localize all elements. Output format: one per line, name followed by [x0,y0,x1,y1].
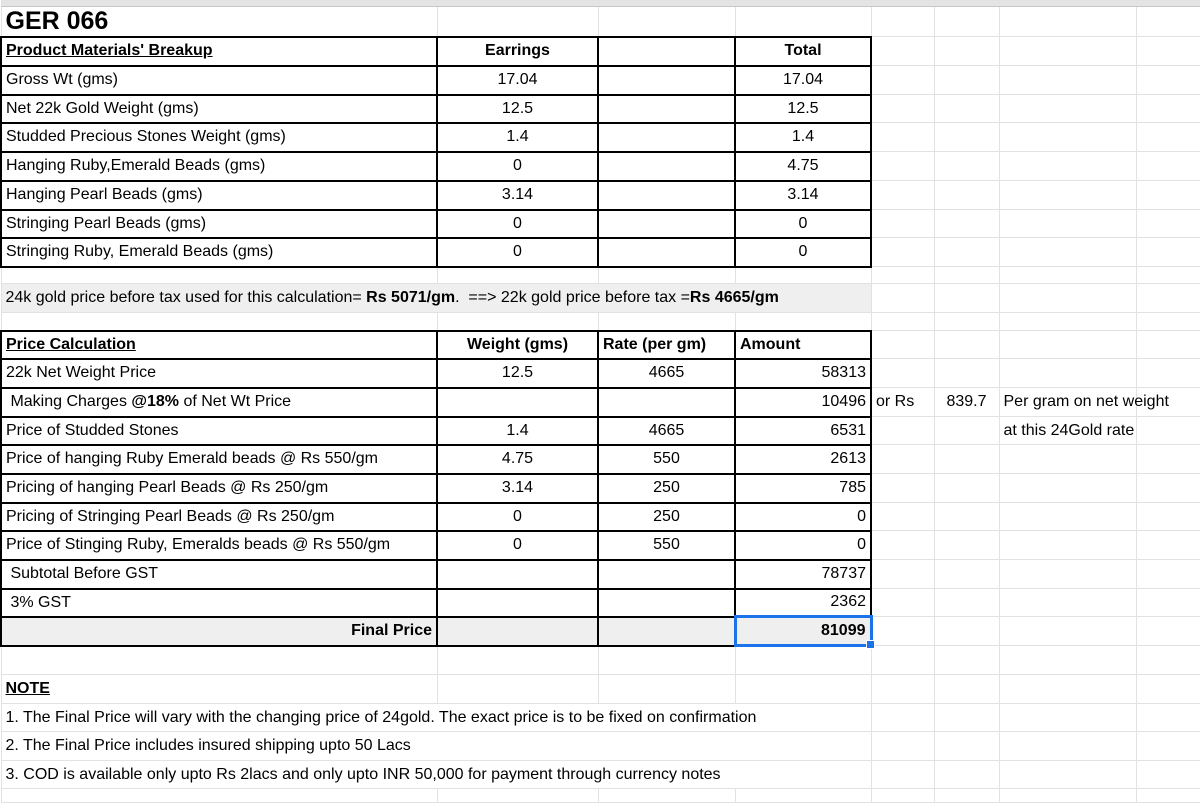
price-row-rate[interactable]: 550 [598,531,735,560]
empty-cell[interactable] [999,123,1136,152]
empty-cell[interactable] [871,210,934,238]
note-row [1,732,1200,761]
empty-cell[interactable] [999,95,1136,123]
empty-cell[interactable] [871,238,934,267]
materials-total-value[interactable]: 12.5 [735,95,871,123]
materials-row-label[interactable]: Net 22k Gold Weight (gms) [1,95,437,123]
empty-cell[interactable] [999,531,1136,560]
price-row-amount[interactable]: 0 [735,503,871,531]
price-row-amount[interactable]: 785 [735,474,871,503]
materials-total-value[interactable]: 4.75 [735,152,871,181]
subtotal-amount[interactable]: 78737 [735,560,871,589]
empty-cell[interactable] [934,617,999,646]
empty-cell[interactable] [934,789,999,803]
materials-row [1,238,1200,267]
final-price-spacer[interactable] [437,617,598,646]
empty-cell[interactable] [934,181,999,210]
price-row-weight[interactable]: 0 [437,503,598,531]
empty-cell[interactable] [871,503,934,531]
materials-row [1,95,1200,123]
materials-header-total[interactable]: Total [735,37,871,66]
empty-cell[interactable] [934,503,999,531]
empty-cell[interactable] [1136,95,1200,123]
price-row [1,359,1200,388]
empty-cell[interactable] [871,284,934,313]
empty-cell[interactable] [1136,617,1200,646]
materials-earrings-value[interactable]: 0 [437,238,598,267]
empty-cell[interactable] [1136,238,1200,267]
empty-cell[interactable] [934,704,999,732]
materials-row-label[interactable]: Stringing Pearl Beads (gms) [1,210,437,238]
materials-total-value[interactable]: 3.14 [735,181,871,210]
empty-cell[interactable] [735,313,871,331]
materials-earrings-value[interactable]: 0 [437,152,598,181]
empty-cell[interactable] [1136,560,1200,589]
empty-cell[interactable] [1136,417,1200,445]
materials-total-value[interactable]: 17.04 [735,66,871,95]
empty-cell[interactable] [934,123,999,152]
empty-cell[interactable] [1136,331,1200,359]
empty-cell[interactable] [999,313,1136,331]
empty-cell[interactable] [871,95,934,123]
empty-cell[interactable] [871,313,934,331]
empty-cell[interactable] [999,37,1136,66]
empty-cell[interactable] [735,7,871,37]
empty-cell[interactable] [999,238,1136,267]
empty-cell[interactable] [871,37,934,66]
materials-header-spacer[interactable] [598,37,735,66]
materials-total-value[interactable]: 0 [735,210,871,238]
empty-cell[interactable] [934,7,999,37]
price-row-weight[interactable]: 3.14 [437,474,598,503]
price-row-rate[interactable]: 4665 [598,417,735,445]
materials-row-label[interactable]: Studded Precious Stones Weight (gms) [1,123,437,152]
materials-spacer-cell[interactable] [598,66,735,95]
empty-cell[interactable] [598,675,735,704]
empty-cell[interactable] [437,267,598,284]
empty-cell[interactable] [999,267,1136,284]
empty-cell[interactable] [1136,152,1200,181]
materials-row [1,66,1200,95]
empty-cell[interactable] [735,646,871,675]
empty-cell[interactable] [999,732,1136,761]
making-charges-text: Making Charges [6,393,132,411]
price-header-weight[interactable]: Weight (gms) [437,331,598,359]
empty-cell[interactable] [999,503,1136,531]
price-header-rate[interactable]: Rate (per gm) [598,331,735,359]
empty-cell[interactable] [934,359,999,388]
price-row-label[interactable]: Price of hanging Ruby Emerald beads @ Rs 550/gm [1,445,437,474]
empty-cell[interactable] [871,474,934,503]
empty-cell[interactable] [999,181,1136,210]
final-price-label[interactable]: Final Price [1,617,437,646]
or-rs-label[interactable]: or Rs [871,388,934,417]
empty-cell[interactable] [1136,503,1200,531]
price-row [1,445,1200,474]
empty-cell[interactable] [1136,704,1200,732]
empty-cell[interactable] [871,560,934,589]
per-gram-note-line1[interactable]: Per gram on net weight [999,388,1136,417]
price-row-amount[interactable]: 10496 [735,388,871,417]
price-row [1,503,1200,531]
price-row-label[interactable]: Pricing of hanging Pearl Beads @ Rs 250/gm [1,474,437,503]
empty-cell[interactable] [999,675,1136,704]
final-price-row [1,617,1200,646]
price-row-label[interactable]: Pricing of Stringing Pearl Beads @ Rs 250/gm [1,503,437,531]
empty-cell[interactable] [1136,210,1200,238]
empty-cell[interactable] [871,704,934,732]
empty-cell[interactable] [871,181,934,210]
empty-cell[interactable] [871,152,934,181]
empty-cell[interactable] [871,617,934,646]
empty-cell[interactable] [437,313,598,331]
materials-row [1,152,1200,181]
empty-cell[interactable] [437,789,598,803]
price-row-rate[interactable] [598,589,735,617]
empty-cell[interactable] [934,531,999,560]
empty-cell[interactable] [999,646,1136,675]
empty-cell[interactable] [934,732,999,761]
materials-spacer-cell[interactable] [598,123,735,152]
gold-note-24k-price: Rs 5071/gm [366,289,456,307]
materials-row-label[interactable]: Stringing Ruby, Emerald Beads (gms) [1,238,437,267]
empty-cell[interactable] [1,267,437,284]
final-price-spacer[interactable] [598,617,735,646]
empty-cell[interactable] [999,284,1136,313]
materials-row [1,210,1200,238]
empty-cell[interactable] [871,267,934,284]
empty-cell[interactable] [871,646,934,675]
empty-cell[interactable] [735,675,871,704]
materials-row-label[interactable]: Hanging Pearl Beads (gms) [1,181,437,210]
note-row [1,704,1200,732]
title-row [1,7,1200,37]
empty-cell[interactable] [598,789,735,803]
materials-header-label[interactable]: Product Materials' Breakup [1,37,437,66]
gold-note-text: 24k gold price before tax used for this calculation= [5,289,367,307]
empty-cell[interactable] [934,417,999,445]
empty-cell[interactable] [1136,789,1200,803]
materials-spacer-cell[interactable] [598,152,735,181]
empty-cell[interactable] [999,474,1136,503]
price-row-weight[interactable]: 1.4 [437,417,598,445]
empty-cell[interactable] [999,7,1136,37]
price-row-rate[interactable]: 250 [598,503,735,531]
empty-cell[interactable] [1136,267,1200,284]
empty-cell[interactable] [598,267,735,284]
price-row-amount[interactable]: 2613 [735,445,871,474]
empty-cell[interactable] [934,267,999,284]
empty-cell[interactable] [871,417,934,445]
price-row-weight[interactable]: 4.75 [437,445,598,474]
price-row-rate[interactable]: 250 [598,474,735,503]
price-row-weight[interactable] [437,388,598,417]
empty-cell[interactable] [1,789,437,803]
materials-earrings-value[interactable]: 1.4 [437,123,598,152]
empty-cell[interactable] [871,66,934,95]
gst-amount[interactable]: 2362 [735,589,871,617]
empty-cell[interactable] [871,445,934,474]
empty-cell[interactable] [999,761,1136,789]
empty-cell[interactable] [999,589,1136,617]
price-row [1,531,1200,560]
empty-cell[interactable] [934,589,999,617]
empty-cell[interactable] [999,445,1136,474]
empty-cell[interactable] [1,646,437,675]
empty-cell[interactable] [871,531,934,560]
empty-cell[interactable] [735,267,871,284]
note-row [1,761,1200,789]
price-row-rate[interactable]: 4665 [598,359,735,388]
empty-cell[interactable] [1136,37,1200,66]
empty-cell[interactable] [999,617,1136,646]
materials-earrings-value[interactable]: 3.14 [437,181,598,210]
empty-cell[interactable] [1136,313,1200,331]
empty-cell[interactable] [934,331,999,359]
empty-cell[interactable] [934,761,999,789]
empty-cell[interactable] [934,560,999,589]
materials-row-label[interactable]: Gross Wt (gms) [1,66,437,95]
empty-cell[interactable] [1136,732,1200,761]
empty-cell[interactable] [934,474,999,503]
empty-cell[interactable] [934,675,999,704]
empty-cell[interactable] [1136,123,1200,152]
materials-header-row [1,37,1200,66]
price-row-amount[interactable]: 58313 [735,359,871,388]
empty-cell[interactable] [934,95,999,123]
empty-cell[interactable] [1136,359,1200,388]
empty-cell[interactable] [1136,284,1200,313]
price-row-rate[interactable] [598,560,735,589]
empty-cell[interactable] [999,359,1136,388]
empty-cell[interactable] [437,646,598,675]
empty-cell[interactable] [1136,66,1200,95]
note-heading-row [1,675,1200,704]
empty-cell[interactable] [871,359,934,388]
empty-cell[interactable] [999,789,1136,803]
empty-cell[interactable] [1136,474,1200,503]
materials-spacer-cell[interactable] [598,238,735,267]
price-row-amount[interactable]: 6531 [735,417,871,445]
empty-cell[interactable] [999,66,1136,95]
price-row-weight[interactable] [437,560,598,589]
empty-cell[interactable] [1136,445,1200,474]
subtotal-label[interactable]: Subtotal Before GST [1,560,437,589]
price-row [1,589,1200,617]
empty-cell[interactable] [437,675,598,704]
empty-cell[interactable] [934,66,999,95]
price-row-amount[interactable]: 0 [735,531,871,560]
materials-earrings-value[interactable]: 0 [437,210,598,238]
price-header-amount[interactable]: Amount [735,331,871,359]
note-heading[interactable]: NOTE [1,675,437,704]
making-charges-percent: @18% [131,393,180,411]
gst-label[interactable]: 3% GST [1,589,437,617]
empty-cell[interactable] [934,646,999,675]
empty-cell[interactable] [1136,7,1200,37]
empty-cell[interactable] [871,732,934,761]
materials-earrings-value[interactable]: 17.04 [437,66,598,95]
empty-cell[interactable] [598,646,735,675]
gold-rate-note[interactable] [1,284,871,313]
empty-cell[interactable] [999,210,1136,238]
empty-cell[interactable] [934,313,999,331]
note-line-2[interactable]: 2. The Final Price includes insured shipping upto 50 Lacs [1,732,871,761]
empty-cell[interactable] [934,445,999,474]
empty-cell[interactable] [934,284,999,313]
price-header-label[interactable]: Price Calculation [1,331,437,359]
empty-cell[interactable] [871,7,934,37]
empty-cell[interactable] [1136,675,1200,704]
note-line-1[interactable]: 1. The Final Price will vary with the changing price of 24gold. The exact price is to be fixed on confirmation [1,704,871,732]
empty-cell[interactable] [871,331,934,359]
price-row [1,417,1200,445]
empty-cell[interactable] [1136,181,1200,210]
materials-spacer-cell[interactable] [598,95,735,123]
materials-row-label[interactable]: Hanging Ruby,Emerald Beads (gms) [1,152,437,181]
note-line-3[interactable]: 3. COD is available only upto Rs 2lacs and only upto INR 50,000 for payment through currency notes [1,761,871,789]
price-row [1,474,1200,503]
gold-note-row [1,284,1200,313]
empty-cell[interactable] [598,7,735,37]
price-row-label[interactable]: Price of Studded Stones [1,417,437,445]
price-row-rate[interactable] [598,388,735,417]
empty-cell[interactable] [871,123,934,152]
empty-cell[interactable] [871,675,934,704]
empty-cell[interactable] [999,704,1136,732]
price-row-weight[interactable]: 0 [437,531,598,560]
empty-cell[interactable] [1136,531,1200,560]
spacer-row [1,267,1200,284]
empty-cell[interactable] [598,313,735,331]
price-row-label[interactable]: Price of Stinging Ruby, Emeralds beads @ Rs 550/gm [1,531,437,560]
gold-note-text: . ==> 22k gold price before tax = [455,289,690,307]
empty-cell[interactable] [999,152,1136,181]
materials-spacer-cell[interactable] [598,210,735,238]
empty-cell[interactable] [999,331,1136,359]
price-row [1,560,1200,589]
empty-cell[interactable] [437,7,598,37]
sheet-title[interactable]: GER 066 [1,7,437,37]
empty-cell[interactable] [1136,589,1200,617]
empty-cell[interactable] [1136,761,1200,789]
per-gram-note-line2[interactable]: at this 24Gold rate [999,417,1136,445]
price-row-weight[interactable] [437,589,598,617]
empty-cell[interactable] [934,152,999,181]
price-row-weight[interactable]: 12.5 [437,359,598,388]
spacer-row [1,313,1200,331]
materials-earrings-value[interactable]: 12.5 [437,95,598,123]
making-charges-text: of Net Wt Price [179,393,292,411]
price-row-rate[interactable]: 550 [598,445,735,474]
materials-row [1,181,1200,210]
materials-total-value[interactable]: 1.4 [735,123,871,152]
materials-header-earrings[interactable]: Earrings [437,37,598,66]
materials-row [1,123,1200,152]
empty-cell[interactable] [735,789,871,803]
per-gram-value[interactable]: 839.7 [934,388,999,417]
empty-cell[interactable] [871,589,934,617]
price-row [1,388,1200,417]
materials-spacer-cell[interactable] [598,181,735,210]
empty-cell[interactable] [1136,646,1200,675]
making-charges-label[interactable] [1,388,437,417]
empty-cell[interactable] [934,210,999,238]
empty-cell[interactable] [871,761,934,789]
empty-cell[interactable] [934,238,999,267]
empty-cell[interactable] [1,313,437,331]
spacer-row [1,789,1200,803]
final-price-amount-selected-cell[interactable]: 81099 [735,617,871,646]
empty-cell[interactable] [934,37,999,66]
materials-total-value[interactable]: 0 [735,238,871,267]
price-header-row [1,331,1200,359]
price-row-label[interactable]: 22k Net Weight Price [1,359,437,388]
spacer-row [1,646,1200,675]
empty-cell[interactable] [871,789,934,803]
gold-note-22k-price: Rs 4665/gm [689,289,779,307]
empty-cell[interactable] [999,560,1136,589]
